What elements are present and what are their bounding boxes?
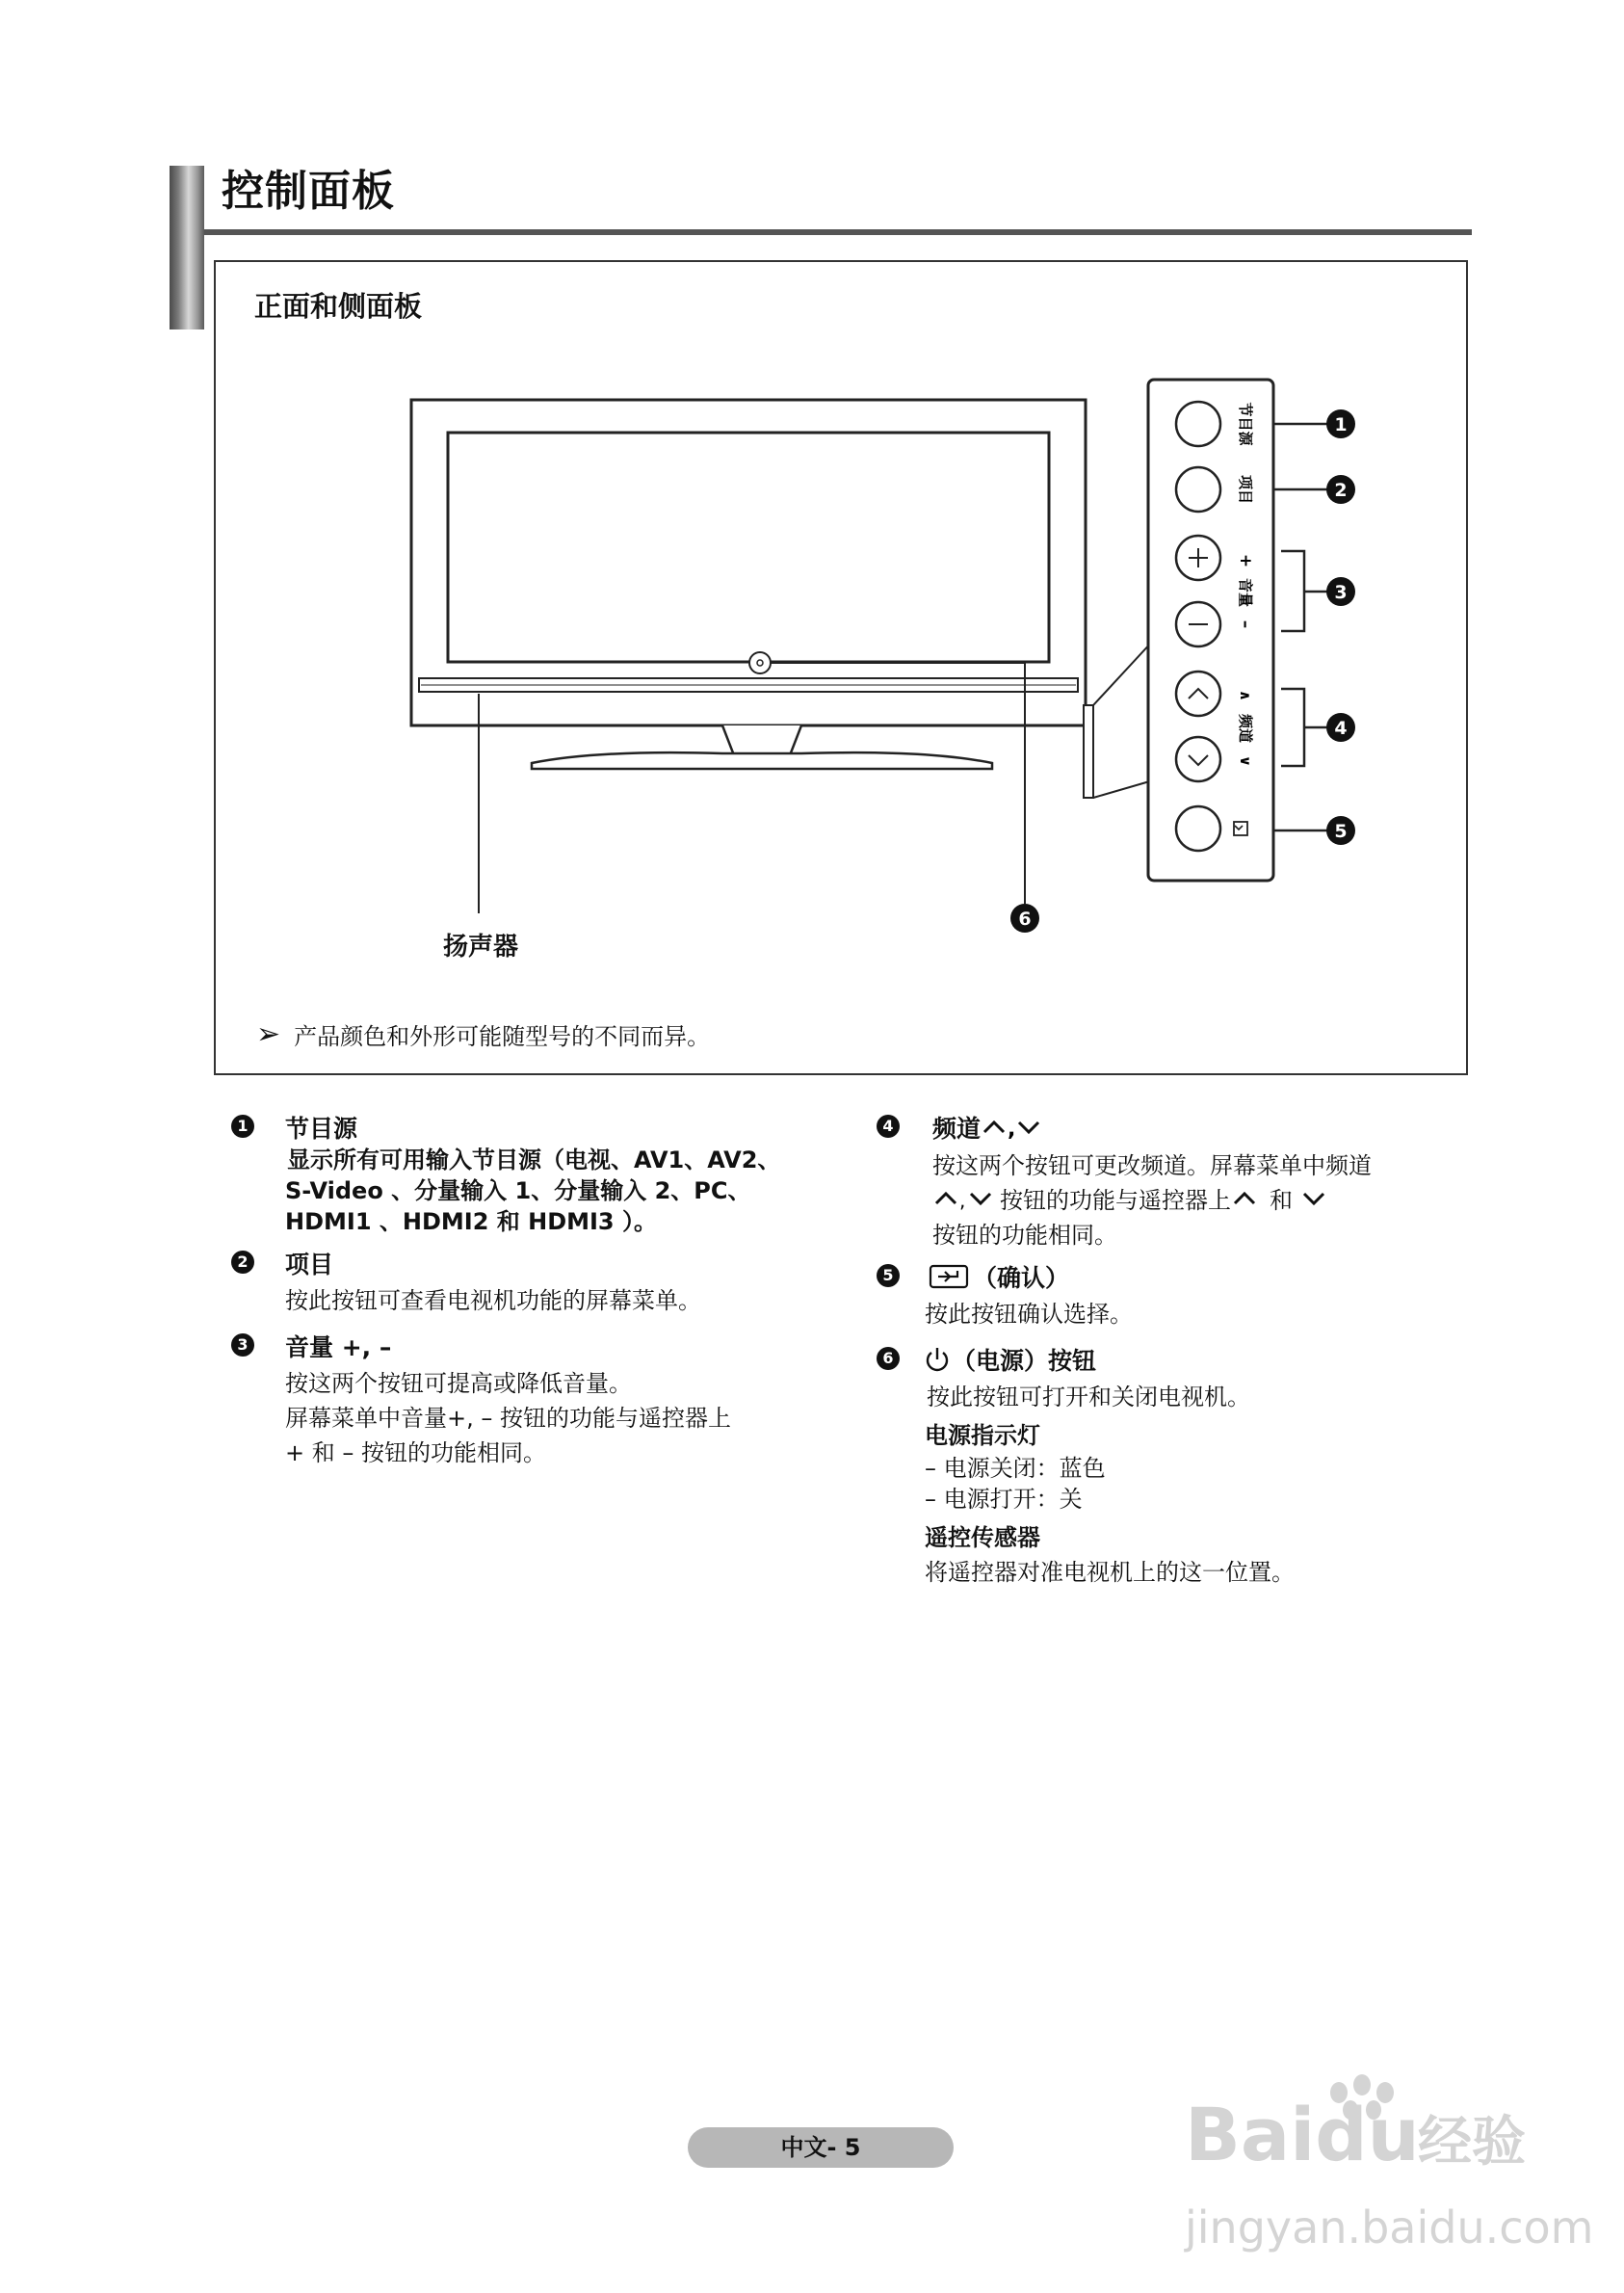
item4-title: 频道 bbox=[932, 1115, 982, 1143]
item6-indicator-line2: – 电源打开：关 bbox=[925, 1486, 1083, 1513]
watermark-url: jingyan.baidu.com bbox=[1185, 2201, 1594, 2253]
item6-title: （电源）按钮 bbox=[952, 1347, 1097, 1375]
chevron-up-icon bbox=[984, 1122, 1004, 1132]
chevron-down-icon bbox=[1300, 1186, 1331, 1211]
item6-number: 6 bbox=[877, 1347, 900, 1370]
item6-title-row bbox=[923, 1342, 1096, 1377]
button-volume-down[interactable] bbox=[1176, 602, 1220, 646]
watermark-brand: Baidu bbox=[1185, 2092, 1420, 2177]
item4-line2: 按钮的功能与遥控器上 bbox=[1000, 1187, 1231, 1214]
item2-number: 2 bbox=[231, 1251, 254, 1274]
side-label-channel: 频道 bbox=[1237, 713, 1254, 744]
item4-title-row bbox=[932, 1110, 1048, 1145]
item4-number: 4 bbox=[877, 1115, 900, 1138]
side-label-source: 节目源 bbox=[1237, 402, 1254, 446]
item4-and: 和 bbox=[1270, 1187, 1293, 1214]
item6-indicator-title: 电源指示灯 bbox=[925, 1422, 1040, 1449]
callout-4 bbox=[1326, 713, 1355, 742]
svg-text:6: 6 bbox=[1018, 909, 1032, 930]
note-arrow-icon: ➢ bbox=[256, 1017, 281, 1051]
svg-text:2: 2 bbox=[1334, 480, 1348, 501]
item3-number: 3 bbox=[231, 1333, 254, 1357]
svg-text:3: 3 bbox=[1334, 582, 1348, 603]
item6-sensor-title: 遥控传感器 bbox=[925, 1524, 1040, 1551]
item5-line1: 按此按钮确认选择。 bbox=[925, 1301, 1133, 1328]
side-label-menu: 项目 bbox=[1237, 474, 1254, 505]
item3-title: 音量 +, – bbox=[285, 1333, 392, 1361]
callout-3 bbox=[1326, 577, 1355, 606]
item6-indicator-line1: – 电源关闭：蓝色 bbox=[925, 1455, 1106, 1482]
item1-title: 节目源 bbox=[285, 1115, 358, 1143]
page-title: 控制面板 bbox=[222, 167, 395, 216]
item5-number: 5 bbox=[877, 1264, 900, 1287]
callout-1 bbox=[1326, 409, 1355, 438]
channel-up-down-icons bbox=[981, 1115, 1048, 1140]
svg-text:1: 1 bbox=[1334, 414, 1348, 435]
side-button-strip bbox=[1084, 705, 1093, 798]
item2-line1: 按此按钮可查看电视机功能的屏幕菜单。 bbox=[285, 1287, 701, 1314]
svg-text:5: 5 bbox=[1334, 821, 1348, 842]
enter-icon bbox=[929, 1263, 973, 1290]
note bbox=[256, 1017, 710, 1051]
tv-screen bbox=[448, 433, 1049, 662]
chevron-down-icon bbox=[1019, 1122, 1038, 1132]
svg-text:,: , bbox=[1008, 1118, 1016, 1142]
tv-stand-base bbox=[532, 752, 992, 769]
button-channel-up[interactable] bbox=[1176, 672, 1220, 716]
button-menu[interactable] bbox=[1176, 467, 1220, 512]
item4-line3: 按钮的功能相同。 bbox=[932, 1222, 1117, 1249]
item4-line1: 按这两个按钮可更改频道。屏幕菜单中频道 bbox=[932, 1152, 1372, 1179]
tv-diagram bbox=[214, 260, 1468, 1075]
power-icon bbox=[923, 1345, 952, 1374]
side-label-ch-up: ∧ bbox=[1237, 689, 1254, 702]
button-channel-down[interactable] bbox=[1176, 737, 1220, 781]
chevron-up-icon bbox=[936, 1194, 956, 1203]
item4-line2-row bbox=[932, 1181, 1331, 1215]
item6-sensor-line1: 将遥控器对准电视机上的这一位置。 bbox=[925, 1559, 1295, 1586]
title-accent-bar bbox=[170, 166, 204, 329]
speaker-label: 扬声器 bbox=[443, 933, 519, 962]
item1-number: 1 bbox=[231, 1115, 254, 1138]
side-label-ch-down: ∨ bbox=[1237, 754, 1254, 768]
item1-line3: HDMI1 、HDMI2 和 HDMI3 ）。 bbox=[285, 1208, 657, 1235]
title-rule bbox=[204, 229, 1472, 235]
side-label-vol-minus: – bbox=[1236, 619, 1255, 629]
item6-line1: 按此按钮可打开和关闭电视机。 bbox=[927, 1384, 1250, 1410]
chevron-down-icon bbox=[971, 1194, 990, 1203]
item3-line2: 屏幕菜单中音量+, – 按钮的功能与遥控器上 bbox=[285, 1405, 731, 1432]
channel-up-down-icons-2 bbox=[932, 1186, 1000, 1211]
chevron-up-icon bbox=[1231, 1186, 1262, 1211]
item5-title: （确认） bbox=[973, 1264, 1070, 1292]
baidu-watermark bbox=[1166, 2071, 1594, 2274]
watermark-brand-cn: 经验 bbox=[1418, 2111, 1526, 2174]
button-enter[interactable] bbox=[1176, 806, 1220, 851]
button-volume-up[interactable] bbox=[1176, 536, 1220, 580]
svg-text:,: , bbox=[959, 1188, 966, 1212]
panel-heading: 正面和侧面板 bbox=[254, 290, 423, 323]
callout-5 bbox=[1326, 816, 1355, 845]
front-power-button bbox=[760, 826, 762, 828]
item3-line1: 按这两个按钮可提高或降低音量。 bbox=[285, 1370, 632, 1397]
callout-6 bbox=[1010, 904, 1039, 933]
side-label-volume: 音量 bbox=[1237, 577, 1254, 608]
button-source[interactable] bbox=[1176, 402, 1220, 446]
item3-line3: + 和 – 按钮的功能相同。 bbox=[285, 1439, 546, 1466]
note-text: 产品颜色和外形可能随型号的不同而异。 bbox=[294, 1023, 711, 1050]
item1-line2: S-Video 、分量输入 1、分量输入 2、PC、 bbox=[285, 1177, 751, 1204]
item1-line1: 显示所有可用输入节目源（电视、AV1、AV2、 bbox=[287, 1146, 781, 1173]
callout-2 bbox=[1326, 475, 1355, 504]
side-label-vol-plus: + bbox=[1236, 553, 1255, 568]
tv-stand-neck bbox=[722, 725, 801, 755]
page-number: 中文- 5 bbox=[780, 2134, 861, 2161]
svg-text:4: 4 bbox=[1334, 718, 1348, 739]
item2-title: 项目 bbox=[285, 1251, 334, 1278]
item5-title-row bbox=[929, 1259, 1069, 1294]
